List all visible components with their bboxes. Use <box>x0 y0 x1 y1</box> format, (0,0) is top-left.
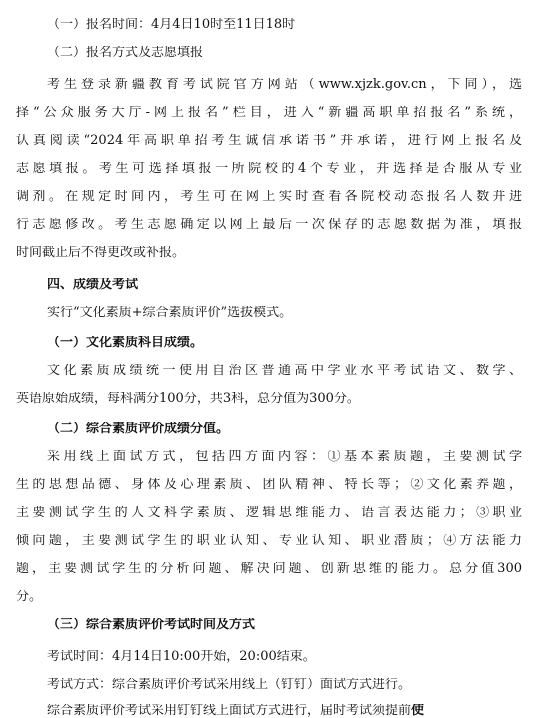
paragraph-line: 考生登录新疆教育考试院官方网站（www.xjzk.gov.cn，下同），选 <box>47 78 522 92</box>
paragraph-line: 题，主要测试学生的分析问题、解决问题、创新思维的能力。总分值300 <box>16 562 522 576</box>
subsection-cultural-heading: （一）文化素质科目成绩。 <box>47 336 204 350</box>
paragraph-line: 行志愿修改。考生志愿确定以网上最后一次保存的志愿数据为准，填报 <box>16 218 522 232</box>
bold-tail-char: 使 <box>411 704 425 718</box>
paragraph-line: 时间截止后不得更改或补报。 <box>16 246 186 260</box>
paragraph-line: 英语原始成绩，每科满分100分，共3科，总分值为300分。 <box>16 392 360 406</box>
paragraph-line: 考试时间：4月14日10:00开始，20:00结束。 <box>47 650 316 664</box>
paragraph-line: 主要测试学生的人文科学素质、逻辑思维能力、语言表达能力；③职业 <box>16 506 522 520</box>
paragraph-line: 实行“文化素质+综合素质评价”选拔模式。 <box>47 306 293 320</box>
paragraph-line: 调剂。在规定时间内，考生可在网上实时查看各院校动态报名人数并进 <box>16 190 522 204</box>
paragraph-line-last: 综合素质评价考试采用钉钉线上面试方式进行，届时考试须提前使 <box>47 704 425 718</box>
paragraph-line: 择“公众服务大厅-网上报名”栏目，进入“新疆高职单招报名”系统， <box>16 106 522 120</box>
paragraph-line: 文化素质成绩统一使用自治区普通高中学业水平考试语文、数学、 <box>47 364 522 378</box>
section-4-heading: 四、成绩及考试 <box>47 278 139 292</box>
paragraph-line: 考试方式：综合素质评价考试采用线上（钉钉）面试方式进行。 <box>47 678 412 692</box>
paragraph-line: 分。 <box>16 590 43 604</box>
paragraph-line: 生的思想品德、身体及心理素质、团队精神、特长等；②文化素养题， <box>16 478 522 492</box>
subsection-exam-time-heading: （三）综合素质评价考试时间及方式 <box>47 618 256 632</box>
section-1-2-heading: （二）报名方式及志愿填报 <box>47 46 204 60</box>
subsection-comprehensive-heading: （二）综合素质评价成绩分值。 <box>47 422 230 436</box>
paragraph-line: 志愿填报。考生可选择填报一所院校的4个专业，并选择是否服从专业 <box>16 162 522 176</box>
paragraph-line: 采用线上面试方式，包括四方面内容：①基本素质题，主要测试学 <box>47 450 522 464</box>
section-1-1-registration-time: （一）报名时间：4月4日10时至11日18时 <box>47 18 296 32</box>
paragraph-line: 倾向题，主要测试学生的职业认知、专业认知、职业潜质；④方法能力 <box>16 534 522 548</box>
paragraph-line: 认真阅读“2024年高职单招考生诚信承诺书”并承诺，进行网上报名及 <box>16 134 522 148</box>
